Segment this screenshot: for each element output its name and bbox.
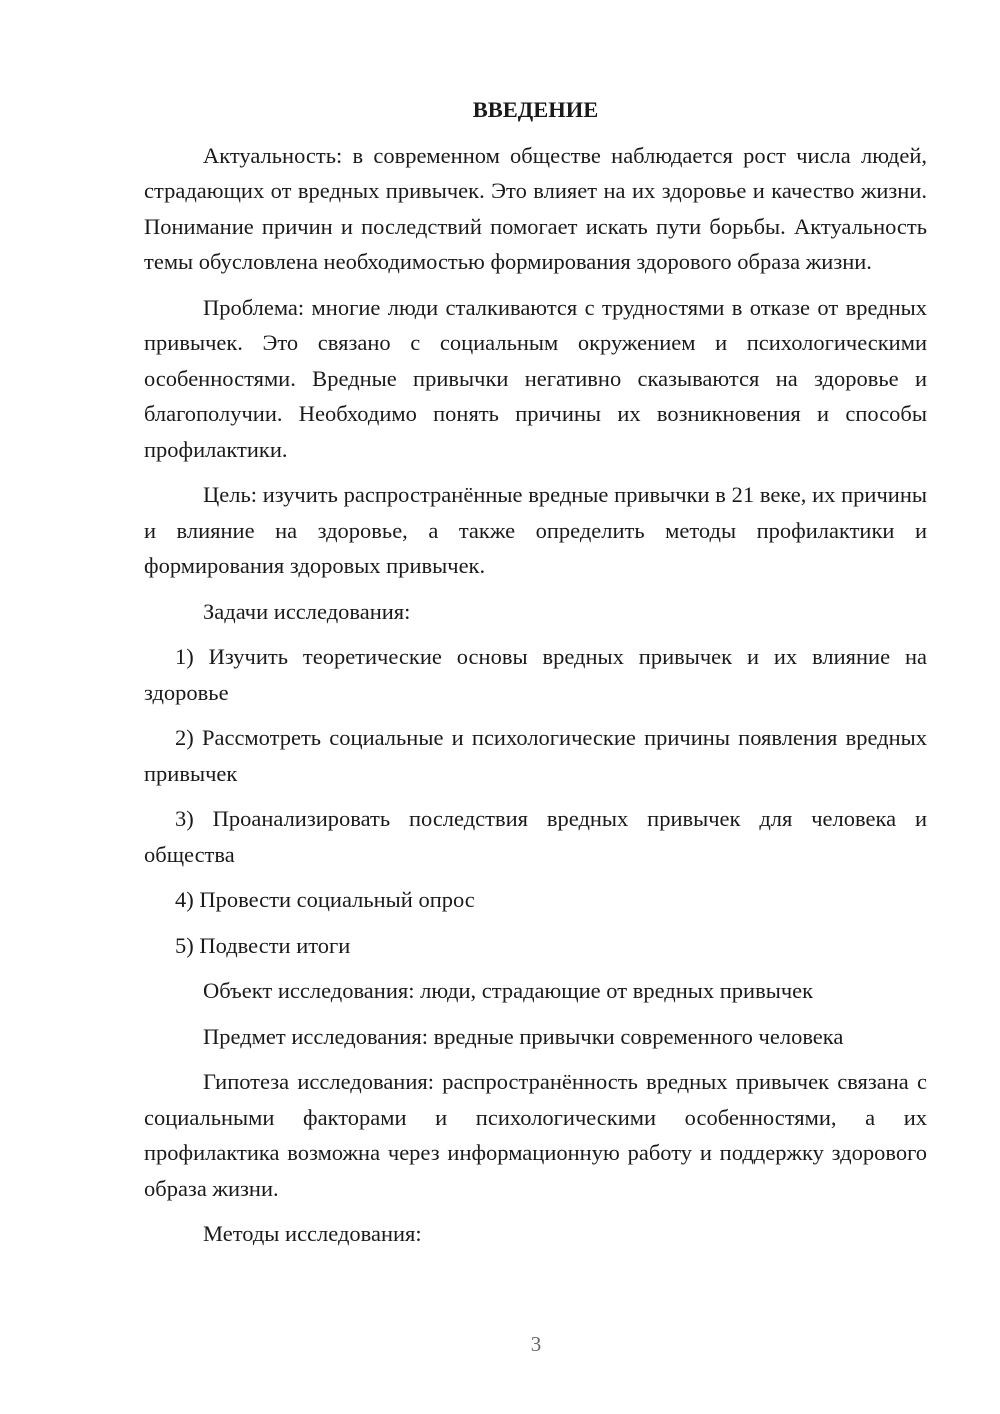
page-number: 3 — [530, 1332, 542, 1356]
relevance-paragraph: Актуальность: в современном обществе наблюдается рост числа людей, страдающих от вредных привычек. Это влияет на их здоровье и качество жизни. Понимание причин и последствий помогает искать пути борьбы. Актуальность темы обусловлена необходимостью формирования здорового образа жизни. — [144, 142, 927, 274]
hypothesis-paragraph: Гипотеза исследования: распространённость вредных привычек связана с социальными факторами и психологическими особенностями, а их профилактика возможна через информационную работу и поддержку здорового образа жизни. — [144, 1069, 927, 1201]
task-item: 4) Провести социальный опрос — [175, 887, 475, 912]
task-item: 5) Подвести итоги — [175, 932, 351, 958]
document-body — [144, 92, 927, 1252]
methods-heading: Методы исследования: — [203, 1221, 422, 1246]
problem-paragraph: Проблема: многие люди сталкиваются с трудностями в отказе от вредных привычек. Это связано с социальным окружением и психологическими особенностями. Вредные привычки негативно сказываются на здоровье и благополучии. Необходимо понять причины их возникновения и способы профилактики. — [144, 294, 927, 462]
task-item: 3) Проанализировать последствия вредных привычек для человека и общества — [144, 806, 927, 867]
object-paragraph: Объект исследования: люди, страдающие от вредных привычек — [203, 978, 814, 1003]
page-title: ВВЕДЕНИЕ — [472, 97, 599, 122]
task-item: 2) Рассмотреть социальные и психологические причины появления вредных привычек — [144, 725, 927, 786]
tasks-heading: Задачи исследования: — [203, 598, 411, 624]
subject-paragraph: Предмет исследования: вредные привычки современного человека — [203, 1023, 844, 1049]
task-item: 1) Изучить теоретические основы вредных привычек и их влияние на здоровье — [144, 644, 927, 705]
goal-paragraph: Цель: изучить распространённые вредные привычки в 21 веке, их причины и влияние на здоровье, а также определить методы профилактики и формирования здоровых привычек. — [144, 482, 927, 578]
